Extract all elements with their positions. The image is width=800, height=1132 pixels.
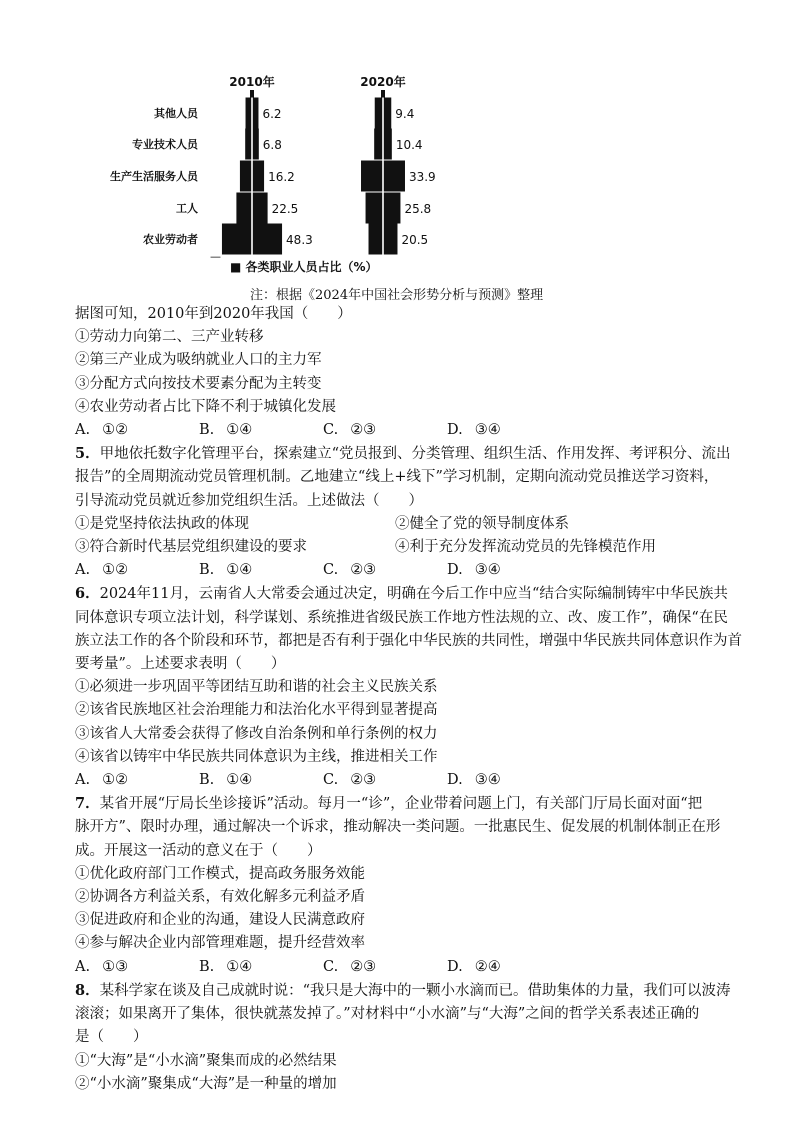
q7-stem-line-3: 成。开展这一活动的意义在于（ ） [75,842,322,859]
value-label-1-3: 25.8 [404,202,432,216]
value-label-1-0: 9.4 [395,107,415,121]
bar-divider-0-4 [251,224,253,255]
q6-item-1: ①必须进一步巩固平等团结互助和谐的社会主义民族关系 [75,679,438,696]
q6-option-c[interactable]: C. ②③ [323,772,377,789]
q6-options [75,769,735,792]
bar-divider-1-0 [382,98,384,129]
q4-stem: 据图可知，2010年到2020年我国（ ） [75,306,352,322]
q6-item-4: ④该省以铸牢中华民族共同体意识为主线，推进相关工作 [75,748,438,765]
q5-options [75,559,735,582]
year-title-0: 2010年 [229,75,275,89]
value-label-0-4: 48.3 [286,233,313,247]
q6-stem-line-4: 要考量”。上述要求表明（ ） [75,656,286,673]
q5-item-4: ④利于充分发挥流动党员的先锋模范作用 [395,539,656,556]
q4-option-c[interactable]: C. ②③ [323,422,377,439]
category-label-4: 农业劳动者 [143,233,198,246]
q8-number: 8． [75,981,100,999]
q4-item-2: ②第三产业成为吸纳就业人口的主力军 [75,352,322,369]
q7-item-2: ②协调各方利益关系，有效化解多元利益矛盾 [75,889,365,906]
q8-stem-line-1: 8．某科学家在谈及自己成就时说：“我只是大海中的一颗小水滴而已。借助集体的力量，我们可以波涛 [75,981,731,999]
q5-stem-line-1: 5．甲地依托数字化管理平台，探索建立“党员报到、分类管理、组织生活、作用发挥、考评积分、流出 [75,445,731,463]
q5-option-c[interactable]: C. ②③ [323,562,377,579]
occupation-chart [80,70,640,285]
value-label-0-1: 6.8 [262,138,282,152]
year-title-1: 2020年 [360,75,406,89]
bar-divider-0-3 [251,193,253,224]
bar-divider-1-3 [382,193,384,224]
q7-option-c[interactable]: C. ②③ [323,958,377,975]
legend: ■ 各类职业人员占比（%） [230,260,378,274]
question-content [75,303,742,1096]
bar-divider-0-0 [251,98,253,129]
q6-option-d[interactable]: D. ③④ [447,772,501,789]
q8-stem-line-3: 是（ ） [75,1029,148,1046]
q4-options [75,419,735,442]
q7-item-3: ③促进政府和企业的沟通，建设人民满意政府 [75,912,365,929]
q7-stem-line-2: 脉开方”、限时办理，通过解决一个诉求，推动解决一类问题。一批惠民生、促发展的机制体制正在形 [75,819,721,836]
q7-number: 7． [75,795,100,813]
q7-options [75,956,735,979]
value-label-1-1: 10.4 [395,138,423,152]
category-label-2: 生产生活服务人员 [110,170,198,183]
q6-item-2: ②该省民族地区社会治理能力和法治化水平得到显著提高 [75,702,438,719]
category-label-3: 工人 [176,202,198,215]
q6-option-b[interactable]: B. ①④ [199,772,253,789]
q5-items-row-2 [75,536,735,559]
q4-item-4: ④农业劳动者占比下降不利于城镇化发展 [75,398,336,415]
q5-item-1: ①是党坚持依法执政的体现 [75,515,249,532]
q6-number: 6． [75,585,100,603]
value-label-0-2: 16.2 [268,170,295,184]
q8-item-1: ①“大海”是“小水滴”聚集而成的必然结果 [75,1052,337,1069]
chart-note: 注：根据《2024年中国社会形势分析与预测》整理 [250,288,544,303]
value-label-1-2: 33.9 [408,170,436,184]
bar-divider-1-1 [382,129,384,160]
q5-stem-line-2: 报告”的全周期流动党员管理机制。乙地建立“线上+线下”学习机制，定期向流动党员推送学习资料， [75,469,719,486]
q7-option-d[interactable]: D. ②④ [447,958,501,975]
q6-stem-line-3: 族立法工作的各个阶段和环节，都把是否有利于强化中华民族的共同性，增强中华民族共同体意识作为首 [75,632,742,649]
category-label-1: 专业技术人员 [132,138,198,151]
q6-item-3: ③该省人大常委会获得了修改自治条例和单行条例的权力 [75,725,438,742]
q7-stem-line-1: 7．某省开展“厅局长坐诊接诉”活动。每月一“诊”，企业带着问题上门，有关部门厅局长面对面“把 [75,795,703,813]
q7-option-a[interactable]: A. ①③ [75,958,129,975]
q5-item-3: ③符合新时代基层党组织建设的要求 [75,539,307,556]
q5-item-2: ②健全了党的领导制度体系 [395,515,569,532]
value-label-0-0: 6.2 [262,107,282,121]
bar-divider-1-2 [382,161,384,192]
q5-option-a[interactable]: A. ①② [75,562,129,579]
q5-items-row-1 [75,513,735,536]
q4-item-3: ③分配方式向按技术要素分配为主转变 [75,375,322,392]
q4-option-d[interactable]: D. ③④ [447,422,501,439]
q7-option-b[interactable]: B. ①④ [199,958,253,975]
q7-item-1: ①优化政府部门工作模式，提高政务服务效能 [75,865,365,882]
value-label-1-4: 20.5 [401,233,429,247]
q5-number: 5． [75,445,100,463]
legend-mark: — [210,250,221,263]
q5-stem-line-3: 引导流动党员就近参加党组织生活。上述做法（ ） [75,492,423,509]
q4-option-b[interactable]: B. ①④ [199,422,253,439]
q4-item-1: ①劳动力向第二、三产业转移 [75,329,264,346]
bar-divider-1-4 [382,224,384,255]
bar-divider-0-2 [251,161,253,192]
q6-option-a[interactable]: A. ①② [75,772,129,789]
q6-stem-line-2: 同体意识专项立法计划，科学谋划、系统推进省级民族工作地方性法规的立、改、废工作”，确保“在民 [75,609,728,626]
q5-option-d[interactable]: D. ③④ [447,562,501,579]
q8-stem-line-2: 滚滚；如果离开了集体，很快就蒸发掉了。”对材料中“小水滴”与“大海”之间的哲学关系表述正确的 [75,1006,700,1023]
q5-option-b[interactable]: B. ①④ [199,562,253,579]
value-label-0-3: 22.5 [271,202,299,216]
q4-option-a[interactable]: A. ①② [75,422,129,439]
bar-divider-0-1 [251,129,253,160]
q6-stem-line-1: 6．2024年11月，云南省人大常委会通过决定，明确在今后工作中应当“结合实际编制铸牢中华民族共 [75,585,728,603]
q7-item-4: ④参与解决企业内部管理难题，提升经营效率 [75,935,365,952]
category-label-0: 其他人员 [154,107,198,120]
q8-item-2: ②“小水滴”聚集成“大海”是一种量的增加 [75,1075,337,1092]
occupation-chart-svg [80,70,640,285]
